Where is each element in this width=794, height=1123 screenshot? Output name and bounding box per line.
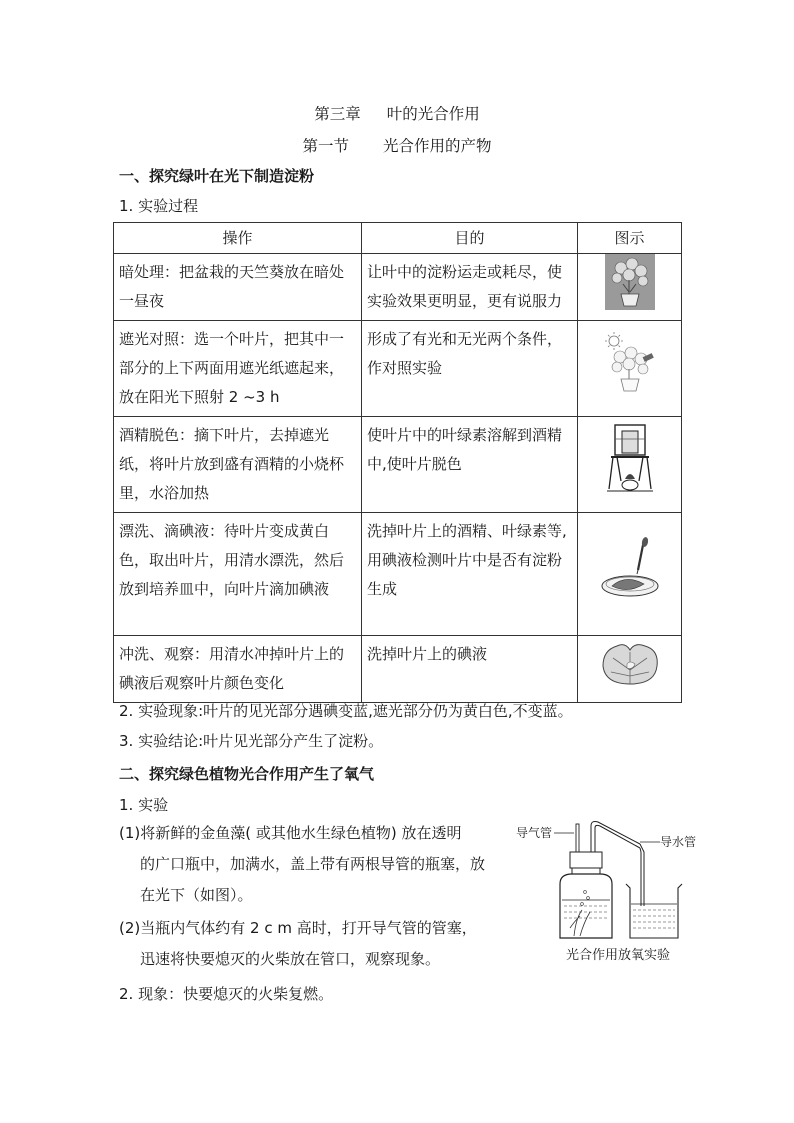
table-header-row [114, 223, 682, 254]
goal-cell: 洗掉叶片上的酒精、叶绿素等,用碘液检测叶片中是否有淀粉生成 [362, 513, 578, 636]
part1-item2: 2. 实验现象:叶片的见光部分遇碘变蓝,遮光部分仍为黄白色,不变蓝。 [119, 702, 573, 720]
table-row [114, 636, 682, 703]
part1-heading: 一、探究绿叶在光下制造淀粉 [119, 167, 315, 185]
part2-item2: 2. 现象：快要熄灭的火柴复燃。 [119, 985, 334, 1003]
potted-plant-dark-icon [605, 254, 655, 310]
chapter-number: 第三章 [314, 105, 361, 123]
part1-sub1: 1. 实验过程 [119, 197, 199, 215]
table-row [114, 321, 682, 417]
part2-sub1: 1. 实验 [119, 796, 169, 814]
table-row [114, 513, 682, 636]
op-cell: 漂洗、滴碘液：待叶片变成黄白色，取出叶片，用清水漂洗，然后放到培养皿中，向叶片滴加碘液 [114, 513, 362, 636]
part2-heading: 二、探究绿色植物光合作用产生了氧气 [119, 765, 375, 783]
part2-step2b: 迅速将快要熄灭的火柴放在管口，观察现象。 [140, 950, 441, 968]
table-header: 图示 [578, 223, 682, 254]
part2-step2a: (2)当瓶内气体约有 2 c m 高时，打开导气管的管塞， [119, 919, 477, 937]
experiment-table [113, 222, 682, 703]
goal-cell: 让叶中的淀粉运走或耗尽，使实验效果更明显，更有说服力 [362, 254, 578, 321]
goal-cell: 形成了有光和无光两个条件，作对照实验 [362, 321, 578, 417]
table-header: 目的 [362, 223, 578, 254]
table-row [114, 254, 682, 321]
figure-caption: 光合作用放氧实验 [566, 948, 671, 963]
leaf-icon [599, 640, 661, 688]
section-number: 第一节 [302, 137, 349, 155]
section-title [0, 134, 794, 156]
op-cell: 酒精脱色：摘下叶片，去掉遮光纸，将叶片放到盛有酒精的小烧杯里，水浴加热 [114, 417, 362, 513]
section-name: 光合作用的产物 [383, 137, 492, 155]
oxygen-apparatus-figure [510, 818, 740, 942]
goal-cell: 洗掉叶片上的碘液 [362, 636, 578, 703]
table-header: 操作 [114, 223, 362, 254]
chapter-title [0, 102, 794, 124]
label-gas-tube: 导气管 [516, 826, 553, 840]
label-water-tube: 导水管 [660, 835, 697, 849]
dropper-dish-icon [598, 536, 662, 602]
part2-step1b: 的广口瓶中，加满水，盖上带有两根导管的瓶塞，放 [140, 855, 486, 873]
table-row [114, 417, 682, 513]
op-cell: 暗处理：把盆栽的天竺葵放在暗处一昼夜 [114, 254, 362, 321]
chapter-name: 叶的光合作用 [386, 105, 480, 123]
part2-step1c: 在光下（如图）。 [140, 886, 253, 904]
part1-item3: 3. 实验结论:叶片见光部分产生了淀粉。 [119, 732, 384, 750]
op-cell: 遮光对照：选一个叶片，把其中一部分的上下两面用遮光纸遮起来，放在阳光下照射 2 ~3 h [114, 321, 362, 417]
water-bath-icon [605, 421, 655, 499]
potted-plant-sun-icon [602, 331, 658, 397]
op-cell: 冲洗、观察：用清水冲掉叶片上的碘液后观察叶片颜色变化 [114, 636, 362, 703]
part2-step1a: (1)将新鲜的金鱼藻( 或其他水生绿色植物) 放在透明 [119, 824, 462, 842]
goal-cell: 使叶片中的叶绿素溶解到酒精中,使叶片脱色 [362, 417, 578, 513]
